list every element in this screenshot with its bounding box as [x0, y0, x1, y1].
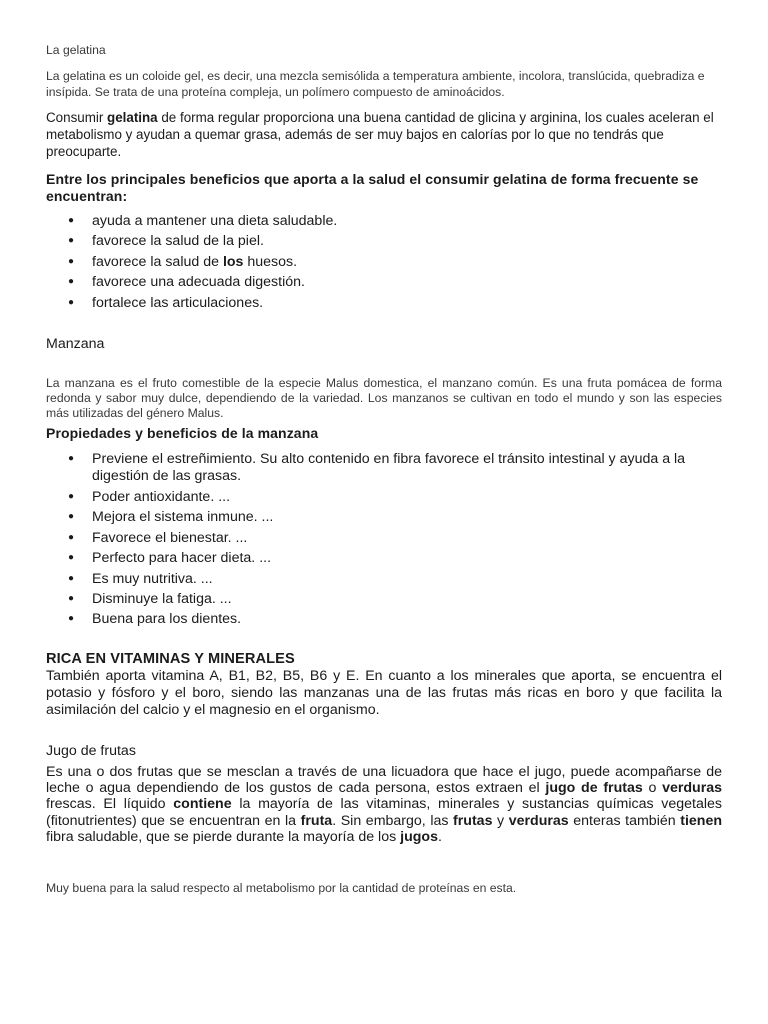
text-run: o [642, 780, 663, 797]
bold-run: jugos [400, 828, 438, 845]
bold-run: los [222, 253, 244, 270]
list-item-text: favorece la salud de la piel. [92, 233, 264, 250]
bold-run: tienen [680, 812, 722, 829]
list-item-text: ayuda a mantener una dieta saludable. [92, 213, 338, 229]
text-run: Consumir [46, 110, 108, 125]
text-run: frescas. El líquido [46, 796, 174, 813]
vitamins-paragraph: También aporta vitamina A, B1, B2, B5, B6 y E. En cuanto a los minerales que aporta, se encuentra el potasio y fósforo y el boro, siendo las manzanas una de las frutas más ricas en boro y que facilita la asimilación del calcio y el magnesio en el organismo. [46, 668, 722, 718]
bullet-icon: ● [68, 511, 75, 523]
list-item [46, 487, 722, 507]
list-item [46, 231, 722, 251]
bullet-icon: ● [68, 552, 75, 564]
vitamins-heading: RICA EN VITAMINAS Y MINERALES [46, 651, 295, 667]
text-run: y [492, 812, 509, 829]
list-item [46, 507, 722, 527]
manzana-props-heading: Propiedades y beneficios de la manzana [46, 425, 319, 441]
bullet-icon: ● [68, 215, 75, 226]
bold-run: jugo de frutas [545, 780, 643, 797]
list-item [46, 272, 722, 292]
closing-line: Muy buena para la salud respecto al metabolismo por la cantidad de proteínas en esta. [46, 881, 517, 895]
jugo-title: Jugo de frutas [46, 743, 136, 759]
gelatina-benefits-list [46, 211, 722, 313]
bullet-icon: ● [68, 276, 75, 288]
manzana-intro: La manzana es el fruto comestible de la especie Malus domestica, el manzano común. Es una fruta pomácea de forma redonda y sabor muy dulce, dependiendo de la variedad. Los manzanos se cultivan en todo el mundo y son las especies más utilizadas del género Malus. [46, 376, 722, 420]
list-item-text: fortalece las articulaciones. [92, 294, 264, 311]
gelatina-benefits-heading: Entre los principales beneficios que aporta a la salud el consumir gelatina de forma frecuente se encuentran: [46, 171, 699, 204]
text-run: . Sin embargo, las [332, 812, 454, 829]
bold-run: gelatina [107, 110, 158, 125]
bullet-icon: ● [68, 491, 75, 502]
list-item [46, 569, 722, 589]
bold-run: verduras [508, 812, 569, 829]
bold-run: verduras [662, 780, 722, 797]
list-item-text: Previene el estreñimiento. Su alto contenido en fibra favorece el tránsito intestinal y ayuda a la digestión de las grasas. [92, 451, 686, 484]
bold-run: frutas [453, 812, 493, 829]
bold-run: fruta [300, 812, 333, 829]
bullet-icon: ● [68, 572, 75, 584]
list-item [46, 528, 722, 548]
text-run: fibra saludable, que se pierde durante la mayoría de los [46, 828, 401, 845]
bullet-icon: ● [68, 531, 75, 543]
list-item [46, 211, 722, 231]
list-item-text: huesos. [243, 253, 298, 270]
list-item [46, 609, 722, 629]
text-run: la mayoría de las vitaminas, minerales y sustancias químicas vegetales (fitonutrientes) que se encuentran en la [46, 796, 723, 829]
list-item-text: Buena para los dientes. [92, 611, 242, 628]
list-item-text: Favorece el bienestar. ... [92, 529, 248, 546]
list-item [46, 589, 722, 609]
list-item-text: Disminuye la fatiga. ... [92, 591, 232, 608]
bullet-icon: ● [68, 296, 75, 308]
bullet-icon: ● [68, 235, 75, 247]
text-run: de forma regular proporciona una buena cantidad de glicina y arginina, los cuales aceleran el metabolismo y ayudan a quemar grasa, además de ser muy bajos en calorías por lo que no tendrás que preocuparte. [46, 110, 714, 159]
bullet-icon: ● [68, 613, 75, 625]
list-item [46, 548, 722, 568]
text-run: enteras también [568, 812, 681, 829]
list-item [46, 293, 722, 313]
list-item-text: Mejora el sistema inmune. ... [92, 509, 274, 526]
list-item [46, 252, 722, 272]
list-item-text: Es muy nutritiva. ... [92, 570, 213, 587]
list-item-text: Perfecto para hacer dieta. ... [92, 550, 272, 567]
list-item-text: favorece la salud de [92, 253, 223, 270]
manzana-title: Manzana [46, 336, 105, 352]
list-item-text: Poder antioxidante. ... [92, 489, 231, 505]
list-item-text: favorece una adecuada digestión. [92, 274, 305, 291]
gelatina-title: La gelatina [46, 43, 106, 57]
bullet-icon: ● [68, 593, 75, 605]
list-item [46, 449, 722, 487]
jugo-paragraph [46, 764, 722, 845]
bullet-icon: ● [68, 453, 75, 464]
text-run: . [437, 828, 442, 845]
bullet-icon: ● [68, 255, 75, 267]
gelatina-paragraph [46, 109, 722, 160]
bold-run: contiene [173, 796, 232, 813]
gelatina-intro: La gelatina es un coloide gel, es decir, una mezcla semisólida a temperatura ambiente, incolora, translúcida, quebradiza e insípida. Se trata de una proteína compleja, un polímero compuesto de aminoácidos. [46, 69, 705, 99]
text-run: Es una o dos frutas que se mesclan a través de una licuadora que hace el jugo, puede acompañarse de leche o agua dependiendo de los gustos de cada persona, estos extraen el [46, 764, 722, 797]
manzana-props-list [46, 449, 722, 630]
